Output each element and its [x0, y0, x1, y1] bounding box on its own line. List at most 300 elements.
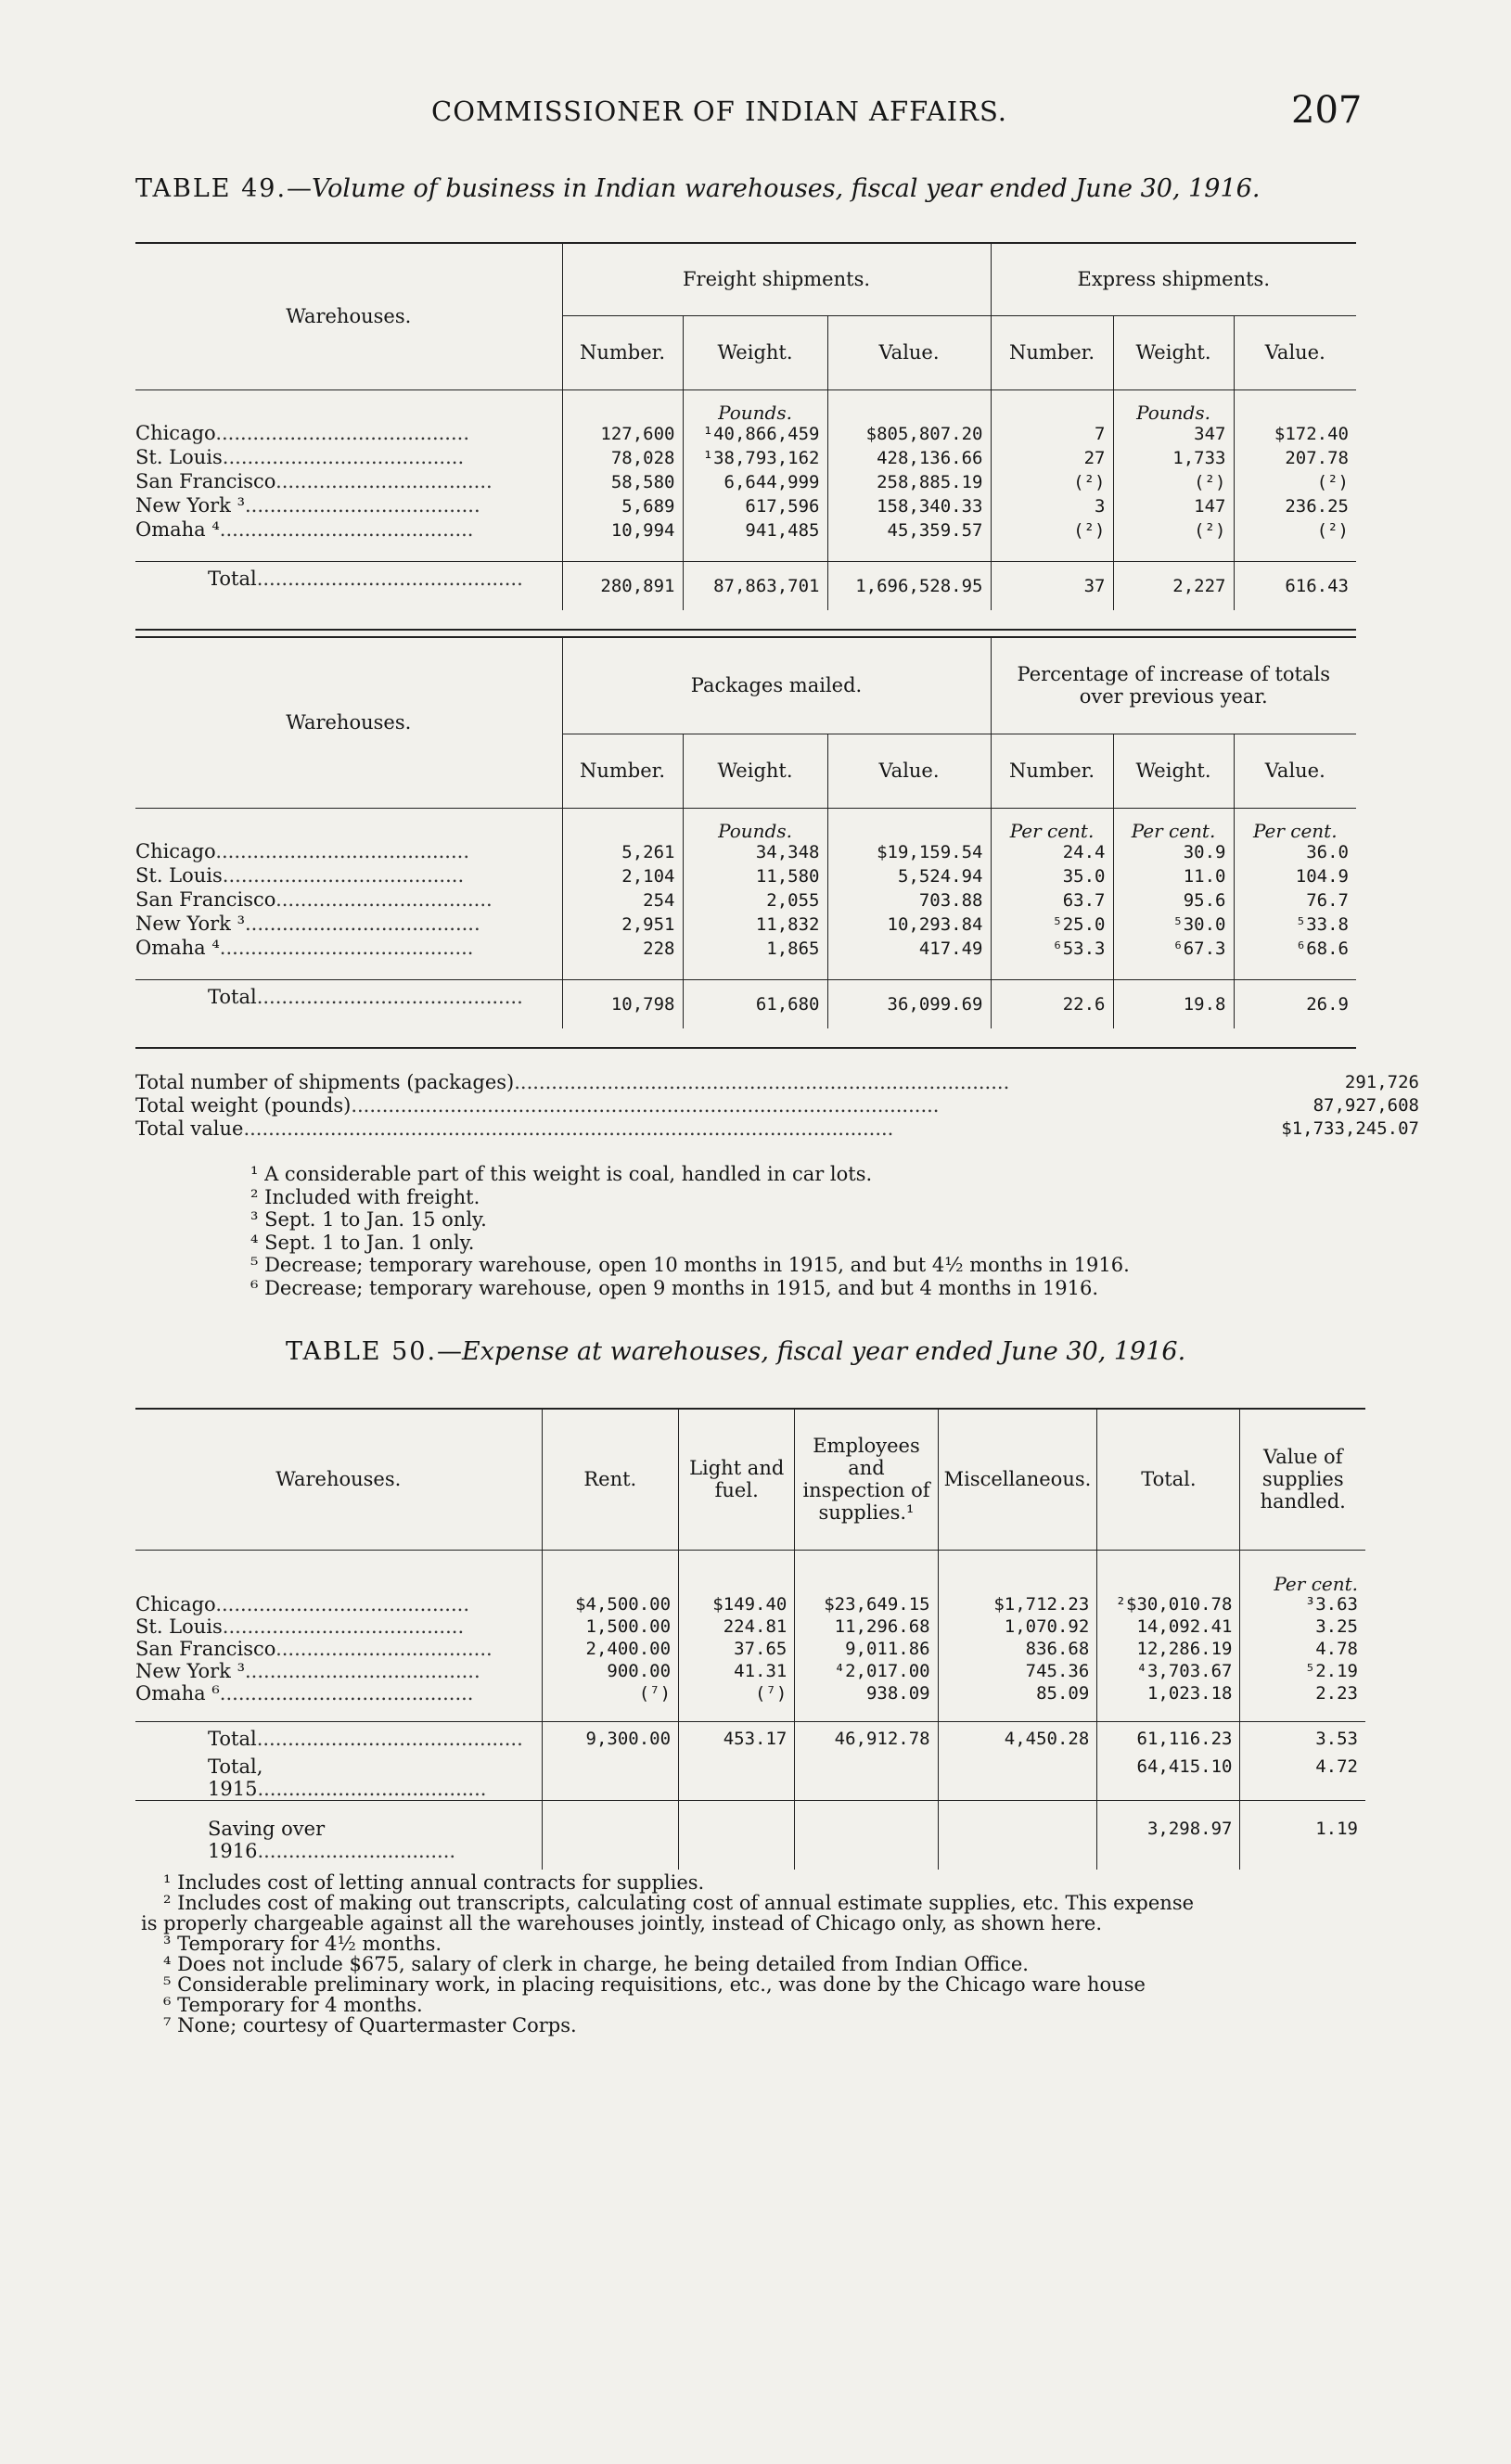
- table-cell: 127,600: [562, 422, 683, 446]
- table-cell: 617,596: [683, 494, 827, 518]
- leader-dots: ...................................: [275, 1637, 493, 1660]
- table-cell: 78,028: [562, 446, 683, 470]
- col-header: Value.: [1234, 315, 1356, 389]
- footnote: ⁵ Decrease; temporary warehouse, open 10 months in 1915, and but 4½ months in 1916.: [250, 1254, 1130, 1276]
- total-cell: [542, 1800, 678, 1870]
- table50-expense: [135, 1409, 1365, 1870]
- spacer-cell: [135, 1704, 542, 1722]
- footnote: ⁵ Considerable preliminary work, in placing requisitions, etc., was done by the Chicago ware house: [163, 1973, 1146, 1996]
- row-label: [135, 518, 562, 543]
- table-cell: 417.49: [827, 937, 991, 961]
- unit-cell: [1097, 1550, 1240, 1593]
- footnote: ³ Sept. 1 to Jan. 15 only.: [250, 1208, 487, 1231]
- table-cell: 76.7: [1234, 888, 1356, 913]
- table-cell: 1,500.00: [542, 1615, 678, 1638]
- table-cell: 5,524.94: [827, 864, 991, 888]
- table50-title: TABLE 50.—Expense at warehouses, fiscal year ended June 30, 1916.: [286, 1337, 1186, 1366]
- total-cell: 87,863,701: [683, 561, 827, 610]
- table-row: [135, 1593, 1365, 1615]
- table50-caption: Expense at warehouses, fiscal year ended June 30, 1916.: [462, 1337, 1186, 1366]
- row-label-text: New York ³: [135, 493, 245, 517]
- table-cell: 147: [1113, 494, 1234, 518]
- table49-caption: Volume of business in Indian warehouses, fiscal year ended June 30, 1916.: [312, 174, 1261, 203]
- table-cell: ⁵2.19: [1240, 1660, 1365, 1682]
- table-cell: 4.78: [1240, 1638, 1365, 1660]
- unit-cell: Per cent.: [1240, 1550, 1365, 1593]
- row-label-text: Total, 1915: [208, 1755, 263, 1800]
- col-header: Miscellaneous.: [938, 1409, 1097, 1550]
- table-cell: 37.65: [679, 1638, 795, 1660]
- total-cell: [795, 1755, 938, 1801]
- spacer-cell: [991, 961, 1113, 980]
- table-row: [135, 864, 1356, 888]
- row-label: [135, 1721, 542, 1755]
- col-header: Total.: [1097, 1409, 1240, 1550]
- summary-label: Total weight (pounds): [135, 1094, 352, 1117]
- total-cell: 26.9: [1234, 979, 1356, 1028]
- spacer-cell: [135, 543, 562, 562]
- col-header: Number.: [562, 315, 683, 389]
- total-cell: 36,099.69: [827, 979, 991, 1028]
- table-cell: 2,104: [562, 864, 683, 888]
- footnote: ³ Temporary for 4½ months.: [163, 1933, 442, 1955]
- row-label-text: Chicago: [135, 1592, 216, 1615]
- table-cell: ⁵33.8: [1234, 913, 1356, 937]
- total-cell: 9,300.00: [542, 1721, 678, 1755]
- leader-dots: ................................................................................: [514, 1071, 1010, 1093]
- unit-cell: [562, 389, 683, 422]
- table-cell: 236.25: [1234, 494, 1356, 518]
- unit-cell: [1234, 389, 1356, 422]
- row-label: [135, 1615, 542, 1638]
- table-cell: 1,070.92: [938, 1615, 1097, 1638]
- table-cell: 11,580: [683, 864, 827, 888]
- row-label-text: Omaha ⁴: [135, 517, 220, 541]
- leader-dots: ......................................: [245, 1659, 480, 1682]
- total-cell: [542, 1755, 678, 1801]
- col-header: Weight.: [1113, 315, 1234, 389]
- table-cell: $149.40: [679, 1593, 795, 1615]
- table49-title: TABLE 49.—Volume of business in Indian warehouses, fiscal year ended June 30, 1916.: [135, 174, 1261, 203]
- table-cell: 24.4: [991, 840, 1113, 864]
- table-cell: 85.09: [938, 1682, 1097, 1704]
- table-cell: 836.68: [938, 1638, 1097, 1660]
- table-cell: 34,348: [683, 840, 827, 864]
- spacer-cell: [827, 961, 991, 980]
- table-cell: 1,023.18: [1097, 1682, 1240, 1704]
- summary-value: 87,927,608: [1313, 1095, 1419, 1116]
- footnote: is properly chargeable against all the warehouses jointly, instead of Chicago only, as shown here.: [141, 1912, 1103, 1934]
- summary-label: Total value: [135, 1117, 244, 1140]
- total-cell: [679, 1800, 795, 1870]
- unit-row: [135, 389, 1356, 422]
- spacer-cell: [683, 961, 827, 980]
- table-cell: 5,689: [562, 494, 683, 518]
- leader-dots: ......................................: [245, 912, 480, 935]
- leader-dots: .........................................: [215, 839, 469, 862]
- total-row: [135, 1755, 1365, 1801]
- table-cell: (²): [991, 470, 1113, 494]
- table-cell: 9,011.86: [795, 1638, 938, 1660]
- total-cell: 453.17: [679, 1721, 795, 1755]
- col-header: Employees and inspection of supplies.¹: [795, 1409, 938, 1550]
- col-header: Number.: [991, 734, 1113, 808]
- total-cell: 3,298.97: [1097, 1800, 1240, 1870]
- total-cell: 46,912.78: [795, 1721, 938, 1755]
- row-label-text: Chicago: [135, 839, 216, 862]
- table-row: [135, 446, 1356, 470]
- table-cell: $1,712.23: [938, 1593, 1097, 1615]
- unit-cell: Per cent.: [1234, 808, 1356, 840]
- total-cell: 2,227: [1113, 561, 1234, 610]
- table-cell: 158,340.33: [827, 494, 991, 518]
- table-cell: 11,832: [683, 913, 827, 937]
- leader-dots: ...........................................: [256, 1727, 523, 1750]
- total-cell: 19.8: [1113, 979, 1234, 1028]
- leader-dots: ......................................: [245, 493, 480, 517]
- summary-label: Total number of shipments (packages): [135, 1071, 515, 1093]
- table-cell: ⁶53.3: [991, 937, 1113, 961]
- table-cell: 11.0: [1113, 864, 1234, 888]
- leader-dots: ...................................: [275, 887, 493, 911]
- table-cell: ⁶68.6: [1234, 937, 1356, 961]
- total-cell: 4,450.28: [938, 1721, 1097, 1755]
- row-label-text: New York ³: [135, 912, 245, 935]
- summary-row: [135, 1071, 1419, 1094]
- table49-packages-percent: [135, 638, 1356, 1028]
- table50-label: TABLE 50.: [286, 1337, 438, 1366]
- total-cell: [679, 1755, 795, 1801]
- table-cell: (⁷): [679, 1682, 795, 1704]
- spacer-cell: [1113, 543, 1234, 562]
- table-row: [135, 1682, 1365, 1704]
- table-cell: 30.9: [1113, 840, 1234, 864]
- table-row: [135, 840, 1356, 864]
- row-label-text: New York ³: [135, 1659, 245, 1682]
- footnote: ⁴ Does not include $675, salary of clerk in charge, he being detailed from Indian Office.: [163, 1953, 1029, 1975]
- row-label-text: Omaha ⁴: [135, 936, 220, 959]
- total-cell: 22.6: [991, 979, 1113, 1028]
- summary-row: [135, 1117, 1419, 1141]
- unit-cell: [827, 808, 991, 840]
- table-row: [135, 1638, 1365, 1660]
- table-cell: 2.23: [1240, 1682, 1365, 1704]
- table-cell: 745.36: [938, 1660, 1097, 1682]
- unit-cell: Pounds.: [683, 389, 827, 422]
- row-label: [135, 913, 562, 937]
- table-row: [135, 422, 1356, 446]
- table49-label: TABLE 49.: [135, 174, 288, 203]
- table-cell: 1,733: [1113, 446, 1234, 470]
- row-label-text: Omaha ⁶: [135, 1681, 220, 1704]
- table-cell: 900.00: [542, 1660, 678, 1682]
- table-cell: $172.40: [1234, 422, 1356, 446]
- row-label: [135, 888, 562, 913]
- total-cell: 61,680: [683, 979, 827, 1028]
- spacer-row: [135, 961, 1356, 980]
- spacer-row: [135, 543, 1356, 562]
- footnote: ¹ A considerable part of this weight is coal, handled in car lots.: [250, 1163, 873, 1185]
- total-cell: 4.72: [1240, 1755, 1365, 1801]
- leader-dots: .........................................: [219, 1681, 474, 1704]
- spacer-cell: [795, 1704, 938, 1722]
- table-cell: ⁵25.0: [991, 913, 1113, 937]
- total-cell: 37: [991, 561, 1113, 610]
- total-cell: 280,891: [562, 561, 683, 610]
- row-label: [135, 389, 562, 422]
- table-cell: 207.78: [1234, 446, 1356, 470]
- table-cell: 2,055: [683, 888, 827, 913]
- table-cell: 254: [562, 888, 683, 913]
- table-row: [135, 1615, 1365, 1638]
- row-label: [135, 1550, 542, 1593]
- col-header: Rent.: [542, 1409, 678, 1550]
- col-header: Light and fuel.: [679, 1409, 795, 1550]
- table-cell: ⁶67.3: [1113, 937, 1234, 961]
- row-label: [135, 561, 562, 610]
- table-cell: 2,951: [562, 913, 683, 937]
- unit-cell: [991, 389, 1113, 422]
- table-cell: 428,136.66: [827, 446, 991, 470]
- unit-cell: Pounds.: [1113, 389, 1234, 422]
- table-cell: $23,649.15: [795, 1593, 938, 1615]
- spacer-cell: [1234, 543, 1356, 562]
- leader-dots: .....................................: [257, 1777, 487, 1800]
- footnote: ⁶ Temporary for 4 months.: [163, 1994, 423, 2016]
- col-warehouses: Warehouses.: [135, 1409, 542, 1550]
- group-packages: Packages mailed.: [562, 638, 991, 734]
- table-cell: (²): [1234, 518, 1356, 543]
- table-cell: $4,500.00: [542, 1593, 678, 1615]
- footnote: ⁷ None; courtesy of Quartermaster Corps.: [163, 2014, 577, 2036]
- col-header: Value of supplies handled.: [1240, 1409, 1365, 1550]
- table-cell: 5,261: [562, 840, 683, 864]
- table-cell: 11,296.68: [795, 1615, 938, 1638]
- row-label: [135, 494, 562, 518]
- unit-cell: [679, 1550, 795, 1593]
- unit-cell: [938, 1550, 1097, 1593]
- row-label: [135, 1682, 542, 1704]
- table-cell: ⁴2,017.00: [795, 1660, 938, 1682]
- running-title: COMMISSIONER OF INDIAN AFFAIRS.: [431, 96, 1007, 127]
- spacer-cell: [683, 543, 827, 562]
- group-express: Express shipments.: [991, 243, 1356, 315]
- row-label: [135, 1638, 542, 1660]
- page-number: 207: [1291, 89, 1363, 132]
- table-row: [135, 494, 1356, 518]
- spacer-cell: [562, 543, 683, 562]
- footnote: ² Includes cost of making out transcripts, calculating cost of annual estimate supplies, etc. This expense: [163, 1892, 1195, 1914]
- unit-cell: [542, 1550, 678, 1593]
- row-label: [135, 864, 562, 888]
- table-cell: 41.31: [679, 1660, 795, 1682]
- row-label: [135, 840, 562, 864]
- total-cell: 61,116.23: [1097, 1721, 1240, 1755]
- rule: [135, 1047, 1356, 1049]
- table-row: [135, 1660, 1365, 1682]
- group-freight: Freight shipments.: [562, 243, 991, 315]
- col-header: Value.: [827, 734, 991, 808]
- row-label-text: San Francisco: [135, 1637, 276, 1660]
- table-cell: 941,485: [683, 518, 827, 543]
- col-header: Number.: [991, 315, 1113, 389]
- spacer-cell: [542, 1704, 678, 1722]
- table-cell: 58,580: [562, 470, 683, 494]
- table-cell: ⁴3,703.67: [1097, 1660, 1240, 1682]
- col-header: Weight.: [683, 315, 827, 389]
- row-label-text: St. Louis: [135, 863, 223, 887]
- spacer-cell: [562, 961, 683, 980]
- table-cell: 3: [991, 494, 1113, 518]
- footnote: ¹ Includes cost of letting annual contracts for supplies.: [163, 1871, 705, 1894]
- row-label: [135, 808, 562, 840]
- unit-cell: [562, 808, 683, 840]
- leader-dots: .........................................: [219, 936, 474, 959]
- table-cell: 104.9: [1234, 864, 1356, 888]
- table-cell: (⁷): [542, 1682, 678, 1704]
- total-cell: [795, 1800, 938, 1870]
- row-label-text: Saving over 1916: [208, 1817, 326, 1862]
- table-cell: (²): [1234, 470, 1356, 494]
- table-cell: 14,092.41: [1097, 1615, 1240, 1638]
- total-row: [135, 1721, 1365, 1755]
- table-cell: 95.6: [1113, 888, 1234, 913]
- row-label-text: Total: [208, 567, 257, 590]
- spacer-cell: [938, 1704, 1097, 1722]
- table-cell: 3.25: [1240, 1615, 1365, 1638]
- table-cell: 1,865: [683, 937, 827, 961]
- row-label: [135, 1593, 542, 1615]
- leader-dots: .......................................: [222, 445, 465, 468]
- leader-dots: .......................................: [222, 1615, 465, 1638]
- table-cell: ²$30,010.78: [1097, 1593, 1240, 1615]
- leader-dots: ...........................................: [256, 567, 523, 590]
- spacer-cell: [1234, 961, 1356, 980]
- spacer-row: [135, 1704, 1365, 1722]
- table-cell: 63.7: [991, 888, 1113, 913]
- table-cell: 224.81: [679, 1615, 795, 1638]
- summary-value: $1,733,245.07: [1281, 1118, 1419, 1139]
- unit-row: [135, 808, 1356, 840]
- table-cell: 27: [991, 446, 1113, 470]
- leader-dots: ...............................................................................................: [351, 1094, 940, 1117]
- col-header: Value.: [1234, 734, 1356, 808]
- table-cell: ¹40,866,459: [683, 422, 827, 446]
- table-cell: $805,807.20: [827, 422, 991, 446]
- col-header: Number.: [562, 734, 683, 808]
- row-label: [135, 422, 562, 446]
- row-label: [135, 470, 562, 494]
- table-cell: (²): [1113, 470, 1234, 494]
- leader-dots: .......................................: [222, 863, 465, 887]
- total-row: [135, 561, 1356, 610]
- total-cell: 10,798: [562, 979, 683, 1028]
- spacer-cell: [135, 961, 562, 980]
- row-label: [135, 1660, 542, 1682]
- table-cell: 347: [1113, 422, 1234, 446]
- total-cell: 64,415.10: [1097, 1755, 1240, 1801]
- unit-cell: Per cent.: [1113, 808, 1234, 840]
- table-cell: 10,293.84: [827, 913, 991, 937]
- row-label-text: San Francisco: [135, 887, 276, 911]
- col-header: Weight.: [1113, 734, 1234, 808]
- row-label-text: Total: [208, 985, 257, 1008]
- table-cell: ⁵30.0: [1113, 913, 1234, 937]
- unit-cell: Per cent.: [991, 808, 1113, 840]
- footnote: ⁶ Decrease; temporary warehouse, open 9 months in 1915, and but 4 months in 1916.: [250, 1276, 1099, 1299]
- table-cell: 35.0: [991, 864, 1113, 888]
- spacer-cell: [991, 543, 1113, 562]
- unit-cell: Pounds.: [683, 808, 827, 840]
- table-cell: (²): [1113, 518, 1234, 543]
- table-cell: (²): [991, 518, 1113, 543]
- table-cell: 703.88: [827, 888, 991, 913]
- table-cell: 12,286.19: [1097, 1638, 1240, 1660]
- row-label-text: Total: [208, 1727, 257, 1750]
- row-label: [135, 446, 562, 470]
- unit-cell: [795, 1550, 938, 1593]
- spacer-cell: [1240, 1704, 1365, 1722]
- leader-dots: .........................................: [219, 517, 474, 541]
- rule: [135, 629, 1356, 631]
- unit-row: [135, 1550, 1365, 1593]
- table-row: [135, 913, 1356, 937]
- table-cell: ¹38,793,162: [683, 446, 827, 470]
- total-cell: 616.43: [1234, 561, 1356, 610]
- table-cell: 2,400.00: [542, 1638, 678, 1660]
- footnote: ⁴ Sept. 1 to Jan. 1 only.: [250, 1231, 475, 1254]
- table-cell: 938.09: [795, 1682, 938, 1704]
- table-cell: 258,885.19: [827, 470, 991, 494]
- row-label-text: St. Louis: [135, 1615, 223, 1638]
- total-cell: 1,696,528.95: [827, 561, 991, 610]
- row-label-text: San Francisco: [135, 469, 276, 492]
- leader-dots: .........................................: [215, 1592, 469, 1615]
- row-label: [135, 1755, 542, 1801]
- table-cell: ³3.63: [1240, 1593, 1365, 1615]
- spacer-cell: [1097, 1704, 1240, 1722]
- summary-row: [135, 1094, 1419, 1117]
- spacer-cell: [827, 543, 991, 562]
- row-label: [135, 979, 562, 1028]
- leader-dots: .........................................................................................................: [243, 1117, 894, 1140]
- table-row: [135, 470, 1356, 494]
- total-row: [135, 1800, 1365, 1870]
- leader-dots: ................................: [257, 1839, 456, 1862]
- table-cell: 6,644,999: [683, 470, 827, 494]
- total-cell: [938, 1800, 1097, 1870]
- group-percentage: Percentage of increase of totals over previous year.: [991, 638, 1356, 734]
- spacer-cell: [1113, 961, 1234, 980]
- leader-dots: .........................................: [215, 421, 469, 444]
- table-row: [135, 888, 1356, 913]
- total-row: [135, 979, 1356, 1028]
- table-cell: 7: [991, 422, 1113, 446]
- table-cell: 10,994: [562, 518, 683, 543]
- unit-cell: [827, 389, 991, 422]
- footnote: ² Included with freight.: [250, 1185, 480, 1208]
- table49-freight-express: [135, 243, 1356, 610]
- spacer-cell: [679, 1704, 795, 1722]
- row-label-text: St. Louis: [135, 445, 223, 468]
- leader-dots: ...................................: [275, 469, 493, 492]
- leader-dots: ...........................................: [256, 985, 523, 1008]
- col-header: Value.: [827, 315, 991, 389]
- table-cell: 45,359.57: [827, 518, 991, 543]
- row-label-text: Chicago: [135, 421, 216, 444]
- table-row: [135, 937, 1356, 961]
- total-cell: 1.19: [1240, 1800, 1365, 1870]
